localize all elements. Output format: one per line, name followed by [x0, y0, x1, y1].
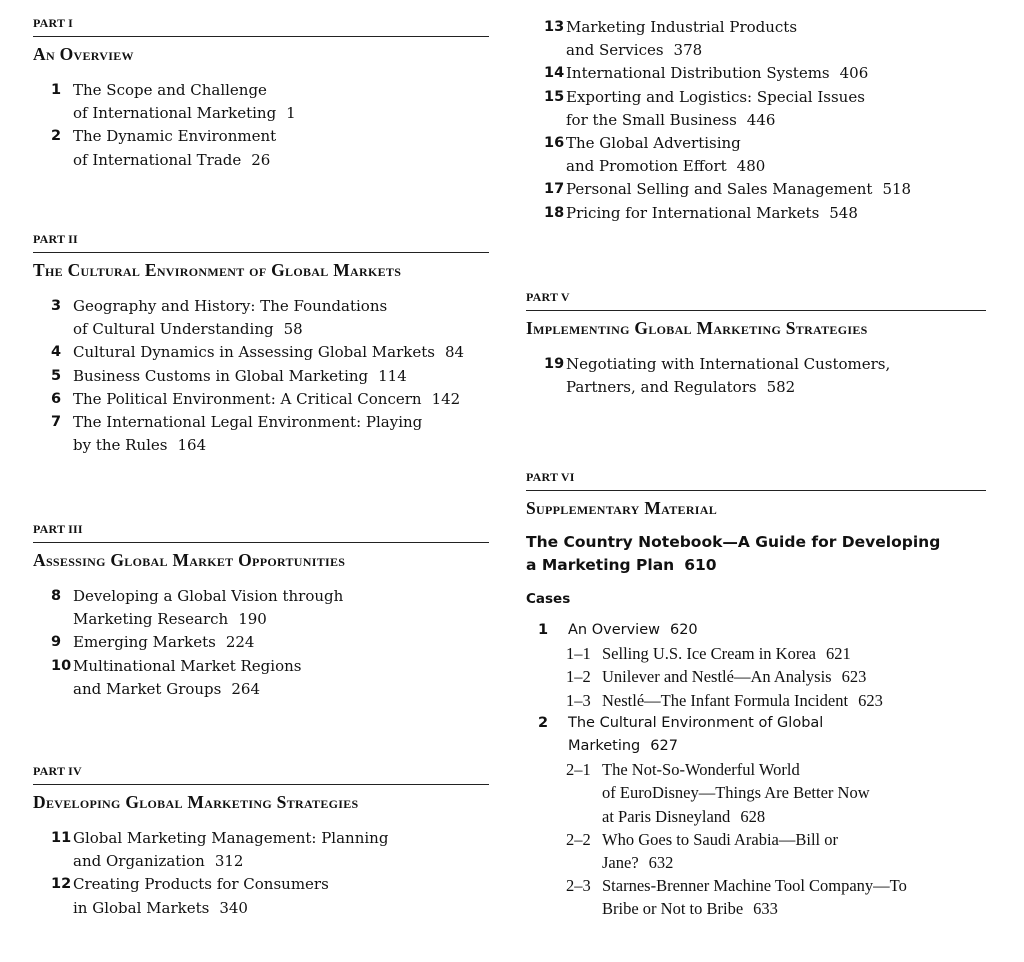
case-number — [526, 735, 568, 758]
chapter-list — [33, 827, 489, 920]
chapter-entry — [526, 353, 986, 376]
part-divider — [526, 310, 986, 311]
chapter-entry — [33, 341, 489, 364]
chapter-number — [526, 376, 566, 399]
part-title: The Cultural Environment of Global Markets — [33, 260, 402, 280]
chapter-title: Emerging Markets 224 — [73, 633, 255, 652]
chapter-entry — [526, 39, 986, 62]
chapter-number: 5 — [51, 367, 62, 384]
chapter-entry — [33, 295, 489, 318]
part-label: PART III — [33, 522, 83, 536]
chapter-title: Marketing Industrial Products — [566, 18, 798, 36]
chapter-entry — [33, 678, 489, 701]
subcase-id: 1–1 — [566, 644, 591, 664]
chapter-number: 2 — [51, 128, 62, 145]
chapter-number — [33, 678, 73, 701]
part-divider — [33, 784, 489, 785]
part-label: PART II — [33, 232, 78, 246]
part-title: Implementing Global Marketing Strategies — [526, 318, 868, 338]
subcase-title: Selling U.S. Ice Cream in Korea 621 — [602, 644, 851, 664]
chapter-page: 480 — [736, 157, 766, 176]
subcase-entry — [526, 642, 986, 665]
subcase-id — [526, 897, 602, 920]
chapter-number — [526, 109, 566, 132]
toc-part — [33, 520, 489, 701]
chapter-entry — [33, 79, 489, 102]
chapter-title: The Global Advertising — [566, 134, 741, 153]
notebook-line: The Country Notebook—A Guide for Developing — [526, 533, 941, 551]
case-entry — [526, 619, 986, 642]
chapter-page: 224 — [225, 633, 255, 652]
part-divider — [526, 490, 986, 491]
chapter-entry — [33, 827, 489, 850]
chapter-page: 548 — [829, 203, 858, 222]
chapter-title: Personal Selling and Sales Management 518 — [566, 180, 912, 199]
chapter-page: 114 — [378, 366, 407, 385]
chapter-title: Cultural Dynamics in Assessing Global Markets 84 — [73, 343, 465, 362]
chapter-number: 6 — [51, 390, 62, 407]
part-label: PART IV — [33, 764, 82, 778]
chapter-page: 142 — [431, 389, 461, 408]
chapter-entry — [526, 86, 986, 109]
case-list — [526, 619, 986, 921]
chapter-number: 17 — [544, 181, 565, 198]
subcase-entry — [526, 828, 986, 851]
chapter-title: Negotiating with International Customers, — [566, 355, 891, 373]
chapter-entry — [33, 125, 489, 148]
chapter-number — [33, 102, 73, 125]
chapter-title: of International Marketing 1 — [73, 104, 296, 123]
chapter-number: 4 — [51, 344, 62, 361]
subcase-page: 628 — [740, 806, 766, 826]
chapter-page: 378 — [673, 41, 703, 60]
chapter-entry — [526, 155, 986, 178]
chapter-number — [33, 897, 73, 920]
part-label: PART I — [33, 16, 74, 30]
subcase-id: 2–1 — [566, 760, 591, 780]
chapter-title: The International Legal Environment: Playing — [73, 413, 423, 432]
subcase-entry — [526, 689, 986, 712]
chapter-entry — [526, 109, 986, 132]
chapter-number — [33, 149, 73, 172]
case-number: 1 — [538, 622, 549, 638]
chapter-number: 15 — [544, 88, 565, 105]
chapter-page: 582 — [766, 378, 796, 397]
case-title: The Cultural Environment of Global — [568, 714, 824, 731]
chapter-page: 58 — [283, 320, 303, 339]
subcase-title: at Paris Disneyland 628 — [602, 806, 766, 826]
chapter-title: Global Marketing Management: Planning — [73, 829, 389, 847]
chapter-title: by the Rules 164 — [73, 436, 207, 455]
chapter-number — [33, 608, 73, 631]
chapter-entry — [526, 132, 986, 155]
chapter-number: 8 — [51, 588, 62, 604]
chapter-list — [33, 585, 489, 701]
chapter-number: 9 — [51, 634, 62, 651]
chapter-title: Multinational Market Regions — [73, 656, 302, 675]
subcase-title: Who Goes to Saudi Arabia—Bill or — [602, 829, 839, 849]
subcase-entry — [526, 897, 986, 920]
subcase-id: 2–3 — [566, 876, 591, 896]
part-divider — [33, 542, 489, 543]
chapter-entry — [33, 631, 489, 654]
notebook-page: 610 — [684, 556, 717, 574]
chapter-page: 84 — [444, 343, 465, 362]
chapter-entry — [33, 411, 489, 434]
chapter-page: 446 — [746, 110, 776, 129]
chapter-entry — [526, 178, 986, 201]
subcase-id — [526, 851, 602, 874]
chapter-title: and Market Groups 264 — [73, 679, 260, 698]
chapter-title: International Distribution Systems 406 — [566, 64, 869, 83]
subcase-title: of EuroDisney—Things Are Better Now — [602, 783, 870, 803]
chapter-title: for the Small Business 446 — [566, 110, 776, 129]
chapter-title: and Promotion Effort 480 — [566, 157, 766, 176]
chapter-page: 312 — [214, 852, 244, 871]
case-page: 620 — [669, 622, 698, 638]
chapter-number: 10 — [51, 657, 72, 674]
subcase-entry — [526, 805, 986, 828]
chapter-number: 12 — [51, 876, 72, 893]
toc-part — [33, 14, 489, 172]
chapter-title: of Cultural Understanding 58 — [73, 320, 303, 339]
chapter-entry — [33, 365, 489, 388]
part-label: PART V — [526, 290, 570, 304]
subcase-title: Nestlé—The Infant Formula Incident 623 — [602, 690, 883, 710]
chapter-number: 14 — [544, 65, 565, 82]
chapter-title: The Scope and Challenge — [73, 81, 267, 99]
chapter-page: 1 — [286, 104, 296, 123]
subcase-entry — [526, 874, 986, 897]
part-label: PART VI — [526, 470, 575, 484]
chapter-list — [526, 353, 986, 399]
chapter-title: The Political Environment: A Critical Concern 142 — [73, 389, 461, 408]
chapter-number: 7 — [51, 414, 62, 431]
subcase-entry — [526, 665, 986, 688]
subcase-page: 621 — [825, 644, 851, 664]
part-title: An Overview — [33, 44, 134, 64]
chapter-entry — [33, 102, 489, 125]
chapter-number — [526, 39, 566, 62]
chapter-page: 340 — [219, 898, 248, 917]
chapter-title: Developing a Global Vision through — [73, 587, 344, 605]
subcase-id: 2–2 — [566, 829, 591, 849]
chapter-number: 3 — [51, 298, 62, 314]
chapter-entry — [526, 376, 986, 399]
chapter-number: 13 — [544, 19, 565, 35]
chapter-title: Partners, and Regulators 582 — [566, 378, 796, 397]
chapter-number: 1 — [51, 82, 62, 98]
subcase-title: The Not-So-Wonderful World — [602, 760, 800, 780]
chapter-title: of International Trade 26 — [73, 150, 271, 169]
subcase-title: Unilever and Nestlé—An Analysis 623 — [602, 667, 867, 687]
subcase-id: 1–2 — [566, 667, 591, 687]
chapter-entry — [33, 873, 489, 896]
chapter-title: The Dynamic Environment — [73, 127, 277, 146]
subcase-page: 632 — [648, 853, 674, 873]
part-title: Developing Global Marketing Strategies — [33, 792, 359, 812]
chapter-number — [33, 850, 73, 873]
cases-label: Cases — [526, 591, 571, 607]
chapter-list — [33, 79, 489, 172]
subcase-id — [526, 805, 602, 828]
chapter-title: and Services 378 — [566, 41, 703, 60]
chapter-entry — [33, 434, 489, 457]
chapter-title: Exporting and Logistics: Special Issues — [566, 87, 865, 106]
chapter-entry — [33, 585, 489, 608]
chapter-number: 19 — [544, 356, 565, 372]
subcase-title: Starnes-Brenner Machine Tool Company—To — [602, 876, 907, 896]
chapter-entry — [33, 608, 489, 631]
subcase-entry — [526, 781, 986, 804]
chapter-number — [33, 434, 73, 457]
subcase-page: 623 — [841, 667, 867, 687]
part-divider — [33, 252, 489, 253]
chapter-page: 26 — [251, 150, 271, 169]
toc-part — [33, 230, 489, 457]
subcase-entry — [526, 851, 986, 874]
case-entry — [526, 735, 986, 758]
chapter-number: 11 — [51, 830, 72, 846]
chapter-entry — [33, 850, 489, 873]
subcase-title: Jane? 632 — [602, 853, 674, 873]
chapter-list-continued — [526, 16, 986, 225]
subcase-id: 1–3 — [566, 690, 591, 710]
chapter-title: Marketing Research 190 — [73, 610, 267, 629]
chapter-title: Creating Products for Consumers — [73, 875, 329, 894]
chapter-title: Geography and History: The Foundations — [73, 297, 388, 315]
chapter-number: 16 — [544, 135, 565, 152]
chapter-title: Pricing for International Markets 548 — [566, 203, 858, 222]
chapter-title: in Global Markets 340 — [73, 898, 248, 917]
chapter-page: 190 — [238, 610, 267, 629]
chapter-title: and Organization 312 — [73, 852, 244, 871]
chapter-entry — [526, 16, 986, 39]
toc-part — [526, 288, 986, 399]
chapter-entry — [526, 62, 986, 85]
subcase-page: 633 — [753, 899, 778, 919]
case-title: Marketing 627 — [568, 738, 678, 755]
subcase-title: Bribe or Not to Bribe 633 — [602, 899, 778, 919]
subcase-page: 623 — [858, 690, 883, 710]
notebook-line: a Marketing Plan 610 — [526, 556, 717, 574]
case-page: 627 — [650, 738, 678, 755]
chapter-number — [33, 318, 73, 341]
case-title: An Overview 620 — [568, 622, 698, 638]
chapter-entry — [33, 388, 489, 411]
chapter-page: 406 — [839, 64, 869, 83]
chapter-entry — [33, 897, 489, 920]
chapter-entry — [33, 149, 489, 172]
chapter-page: 164 — [177, 436, 207, 455]
chapter-number — [526, 155, 566, 178]
chapter-title: Business Customs in Global Marketing 114 — [73, 366, 407, 385]
chapter-entry — [33, 655, 489, 678]
toc-part — [33, 762, 489, 920]
chapter-list — [33, 295, 489, 457]
toc-part — [526, 468, 986, 921]
chapter-entry — [33, 318, 489, 341]
part-title: Assessing Global Market Opportunities — [33, 550, 346, 570]
part-divider — [33, 36, 489, 37]
chapter-entry — [526, 202, 986, 225]
subcase-id — [526, 781, 602, 804]
case-number: 2 — [538, 714, 549, 731]
chapter-number: 18 — [544, 204, 565, 221]
subcase-entry — [526, 758, 986, 781]
case-entry — [526, 712, 986, 735]
chapter-page: 518 — [882, 180, 912, 199]
country-notebook-heading — [526, 531, 986, 577]
part-title: Supplementary Material — [526, 498, 718, 518]
chapter-page: 264 — [231, 679, 260, 698]
